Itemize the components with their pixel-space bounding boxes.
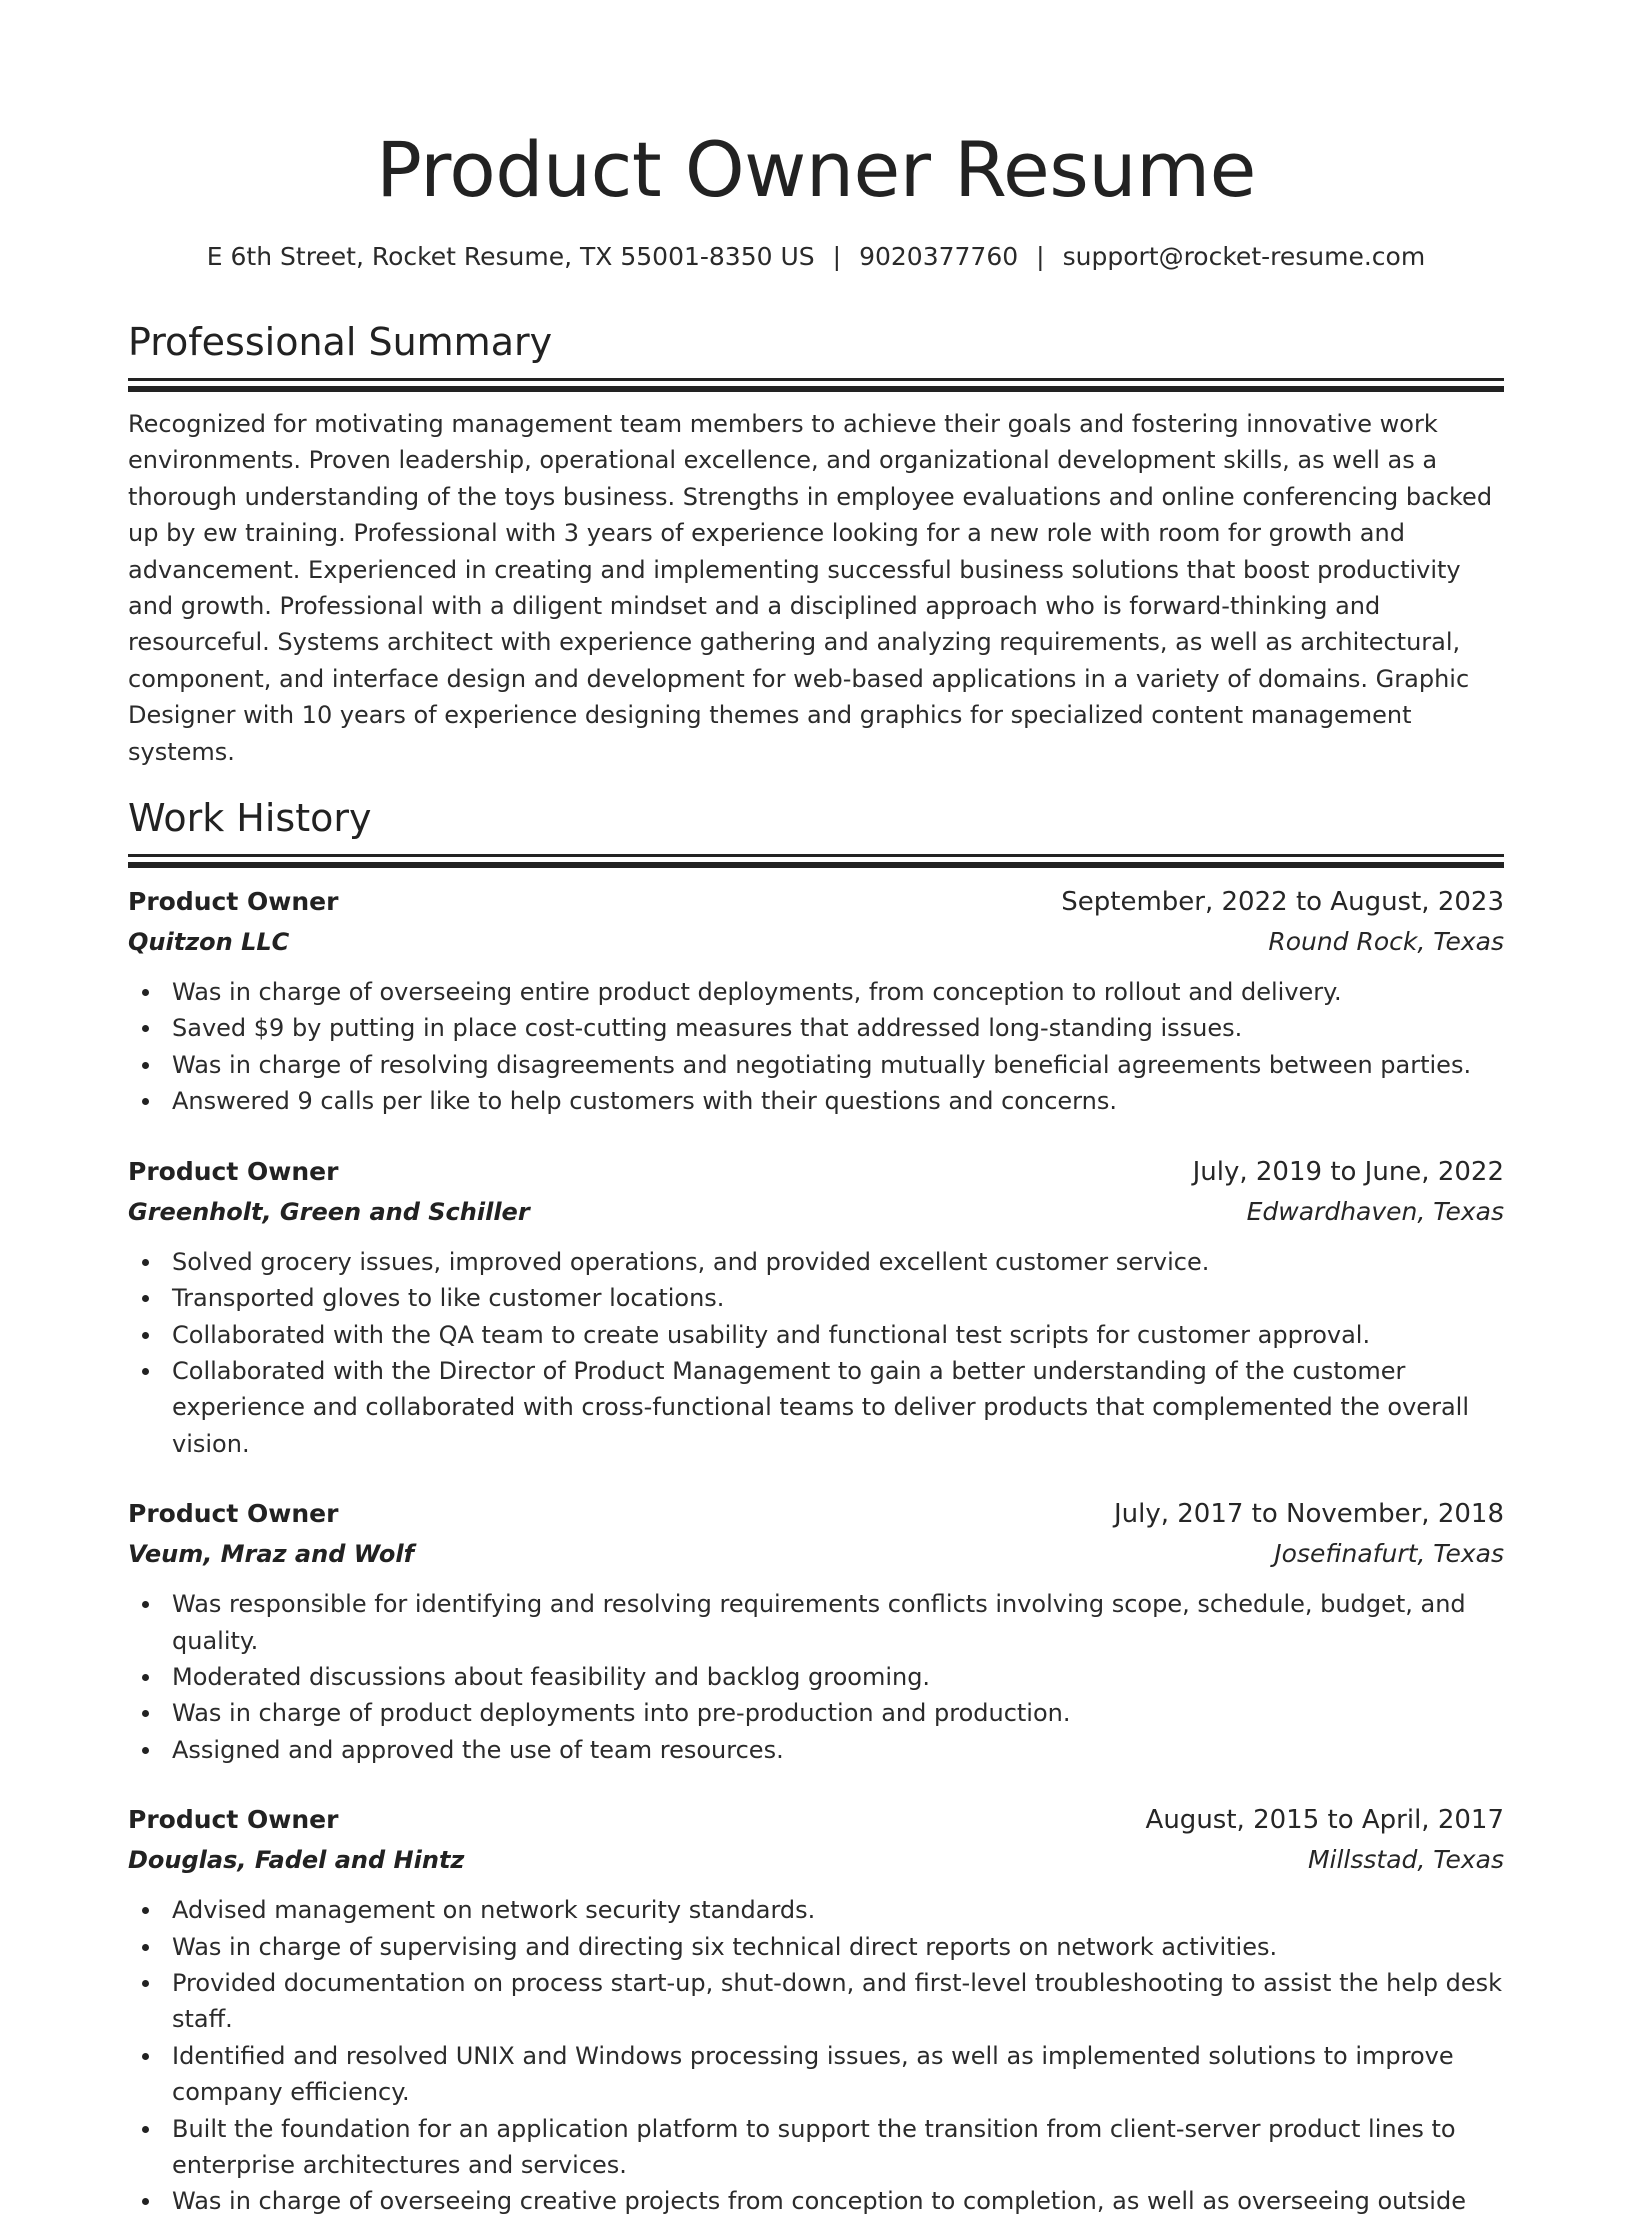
job-title: Product Owner <box>128 1805 339 1835</box>
section-divider-thin <box>128 378 1504 381</box>
job-entry <box>128 1494 1504 1768</box>
job-subheader-row <box>128 1840 1504 1880</box>
job-dates: September, 2022 to August, 2023 <box>1061 887 1504 918</box>
job-company: Douglas, Fadel and Hintz <box>128 1846 465 1875</box>
job-bullet: Was in charge of supervising and directing six technical direct reports on network activities. <box>128 1929 1504 1965</box>
job-bullet: Was in charge of resolving disagreements and negotiating mutually beneficial agreements between parties. <box>128 1047 1504 1083</box>
job-bullet: Identified and resolved UNIX and Windows processing issues, as well as implemented solutions to improve company efficiency. <box>128 2038 1504 2111</box>
job-bullet: Answered 9 calls per like to help customers with their questions and concerns. <box>128 1083 1504 1119</box>
contact-email: support@rocket-resume.com <box>1062 242 1426 271</box>
contact-address: E 6th Street, Rocket Resume, TX 55001-8350 US <box>206 242 815 271</box>
job-subheader-row <box>128 922 1504 962</box>
job-dates: July, 2017 to November, 2018 <box>1113 1499 1504 1530</box>
contact-separator: | <box>832 242 842 271</box>
job-entry <box>128 882 1504 1120</box>
job-location: Millsstad, Texas <box>1307 1845 1504 1875</box>
job-bullet: Built the foundation for an application platform to support the transition from client-server product lines to enterprise architectures and services. <box>128 2111 1504 2184</box>
job-entry <box>128 1800 1504 2220</box>
job-bullet: Advised management on network security standards. <box>128 1892 1504 1928</box>
section-divider-thick <box>128 386 1504 392</box>
section-heading-summary: Professional Summary <box>128 320 553 364</box>
work-history-section <box>128 794 1504 2220</box>
summary-text: Recognized for motivating management team members to achieve their goals and fostering innovative work environments. Proven leadership, operational excellence, and organizational development skills, as well as a thorough understanding of the toys business. Strengths in employee evaluations and online conferencing backed up by ew training. Professional with 3 years of experience looking for a new role with room for growth and advancement. Experienced in creating and implementing successful business solutions that boost productivity and growth. Professional with a diligent mindset and a disciplined approach who is forward-thinking and resourceful. Systems architect with experience gathering and analyzing requirements, as well as architectural, component, and interface design and development for web-based applications in a variety of domains. Graphic Designer with 10 years of experience designing themes and graphics for specialized content management systems. <box>128 410 1493 766</box>
job-header-row <box>128 1494 1504 1534</box>
job-bullet: Was in charge of product deployments into pre-production and production. <box>128 1695 1504 1731</box>
job-bullet: Was in charge of overseeing entire product deployments, from conception to rollout and delivery. <box>128 974 1504 1010</box>
section-divider-thin <box>128 854 1504 857</box>
job-entry <box>128 1152 1504 1462</box>
job-company: Quitzon LLC <box>128 928 290 957</box>
job-header-row <box>128 882 1504 922</box>
job-dates: July, 2019 to June, 2022 <box>1192 1156 1504 1187</box>
section-divider-thick <box>128 862 1504 868</box>
job-bullet: Collaborated with the Director of Product Management to gain a better understanding of the customer experience and collaborated with cross-functional teams to deliver products that complemented the overall vision. <box>128 1353 1504 1462</box>
job-company: Greenholt, Green and Schiller <box>128 1197 530 1226</box>
job-bullet: Provided documentation on process start-up, shut-down, and first-level troubleshooting to assist the help desk staff. <box>128 1965 1504 2038</box>
job-bullets <box>128 1892 1504 2220</box>
job-bullet: Collaborated with the QA team to create usability and functional test scripts for customer approval. <box>128 1317 1504 1353</box>
job-bullet: Transported gloves to like customer locations. <box>128 1280 1504 1316</box>
job-subheader-row <box>128 1534 1504 1574</box>
job-bullet: Was in charge of overseeing creative projects from conception to completion, as well as overseeing outside <box>128 2183 1504 2219</box>
job-bullets <box>128 1586 1504 1768</box>
job-header-row <box>128 1800 1504 1840</box>
professional-summary-section <box>128 318 1504 770</box>
job-title: Product Owner <box>128 887 339 917</box>
job-bullets <box>128 974 1504 1120</box>
resume-title: Product Owner Resume <box>376 125 1256 214</box>
job-header-row <box>128 1152 1504 1192</box>
job-dates: August, 2015 to April, 2017 <box>1145 1805 1504 1836</box>
job-bullet: Was responsible for identifying and resolving requirements conflicts involving scope, schedule, budget, and quality. <box>128 1586 1504 1659</box>
job-location: Josefinafurt, Texas <box>1274 1539 1504 1569</box>
job-subheader-row <box>128 1192 1504 1232</box>
job-bullets <box>128 1244 1504 1462</box>
job-location: Edwardhaven, Texas <box>1246 1196 1504 1226</box>
section-heading-work: Work History <box>128 796 372 841</box>
contact-separator: | <box>1036 242 1045 271</box>
contact-line <box>128 240 1504 274</box>
job-bullet: Saved $9 by putting in place cost-cutting measures that addressed long-standing issues. <box>128 1010 1504 1046</box>
job-title: Product Owner <box>128 1156 339 1186</box>
job-bullet: Assigned and approved the use of team resources. <box>128 1732 1504 1768</box>
job-company: Veum, Mraz and Wolf <box>128 1540 415 1569</box>
contact-phone: 9020377760 <box>859 242 1019 271</box>
job-location: Round Rock, Texas <box>1268 927 1504 957</box>
job-title: Product Owner <box>128 1499 339 1529</box>
job-bullet: Solved grocery issues, improved operations, and provided excellent customer service. <box>128 1244 1504 1280</box>
job-bullet: Moderated discussions about feasibility and backlog grooming. <box>128 1659 1504 1695</box>
